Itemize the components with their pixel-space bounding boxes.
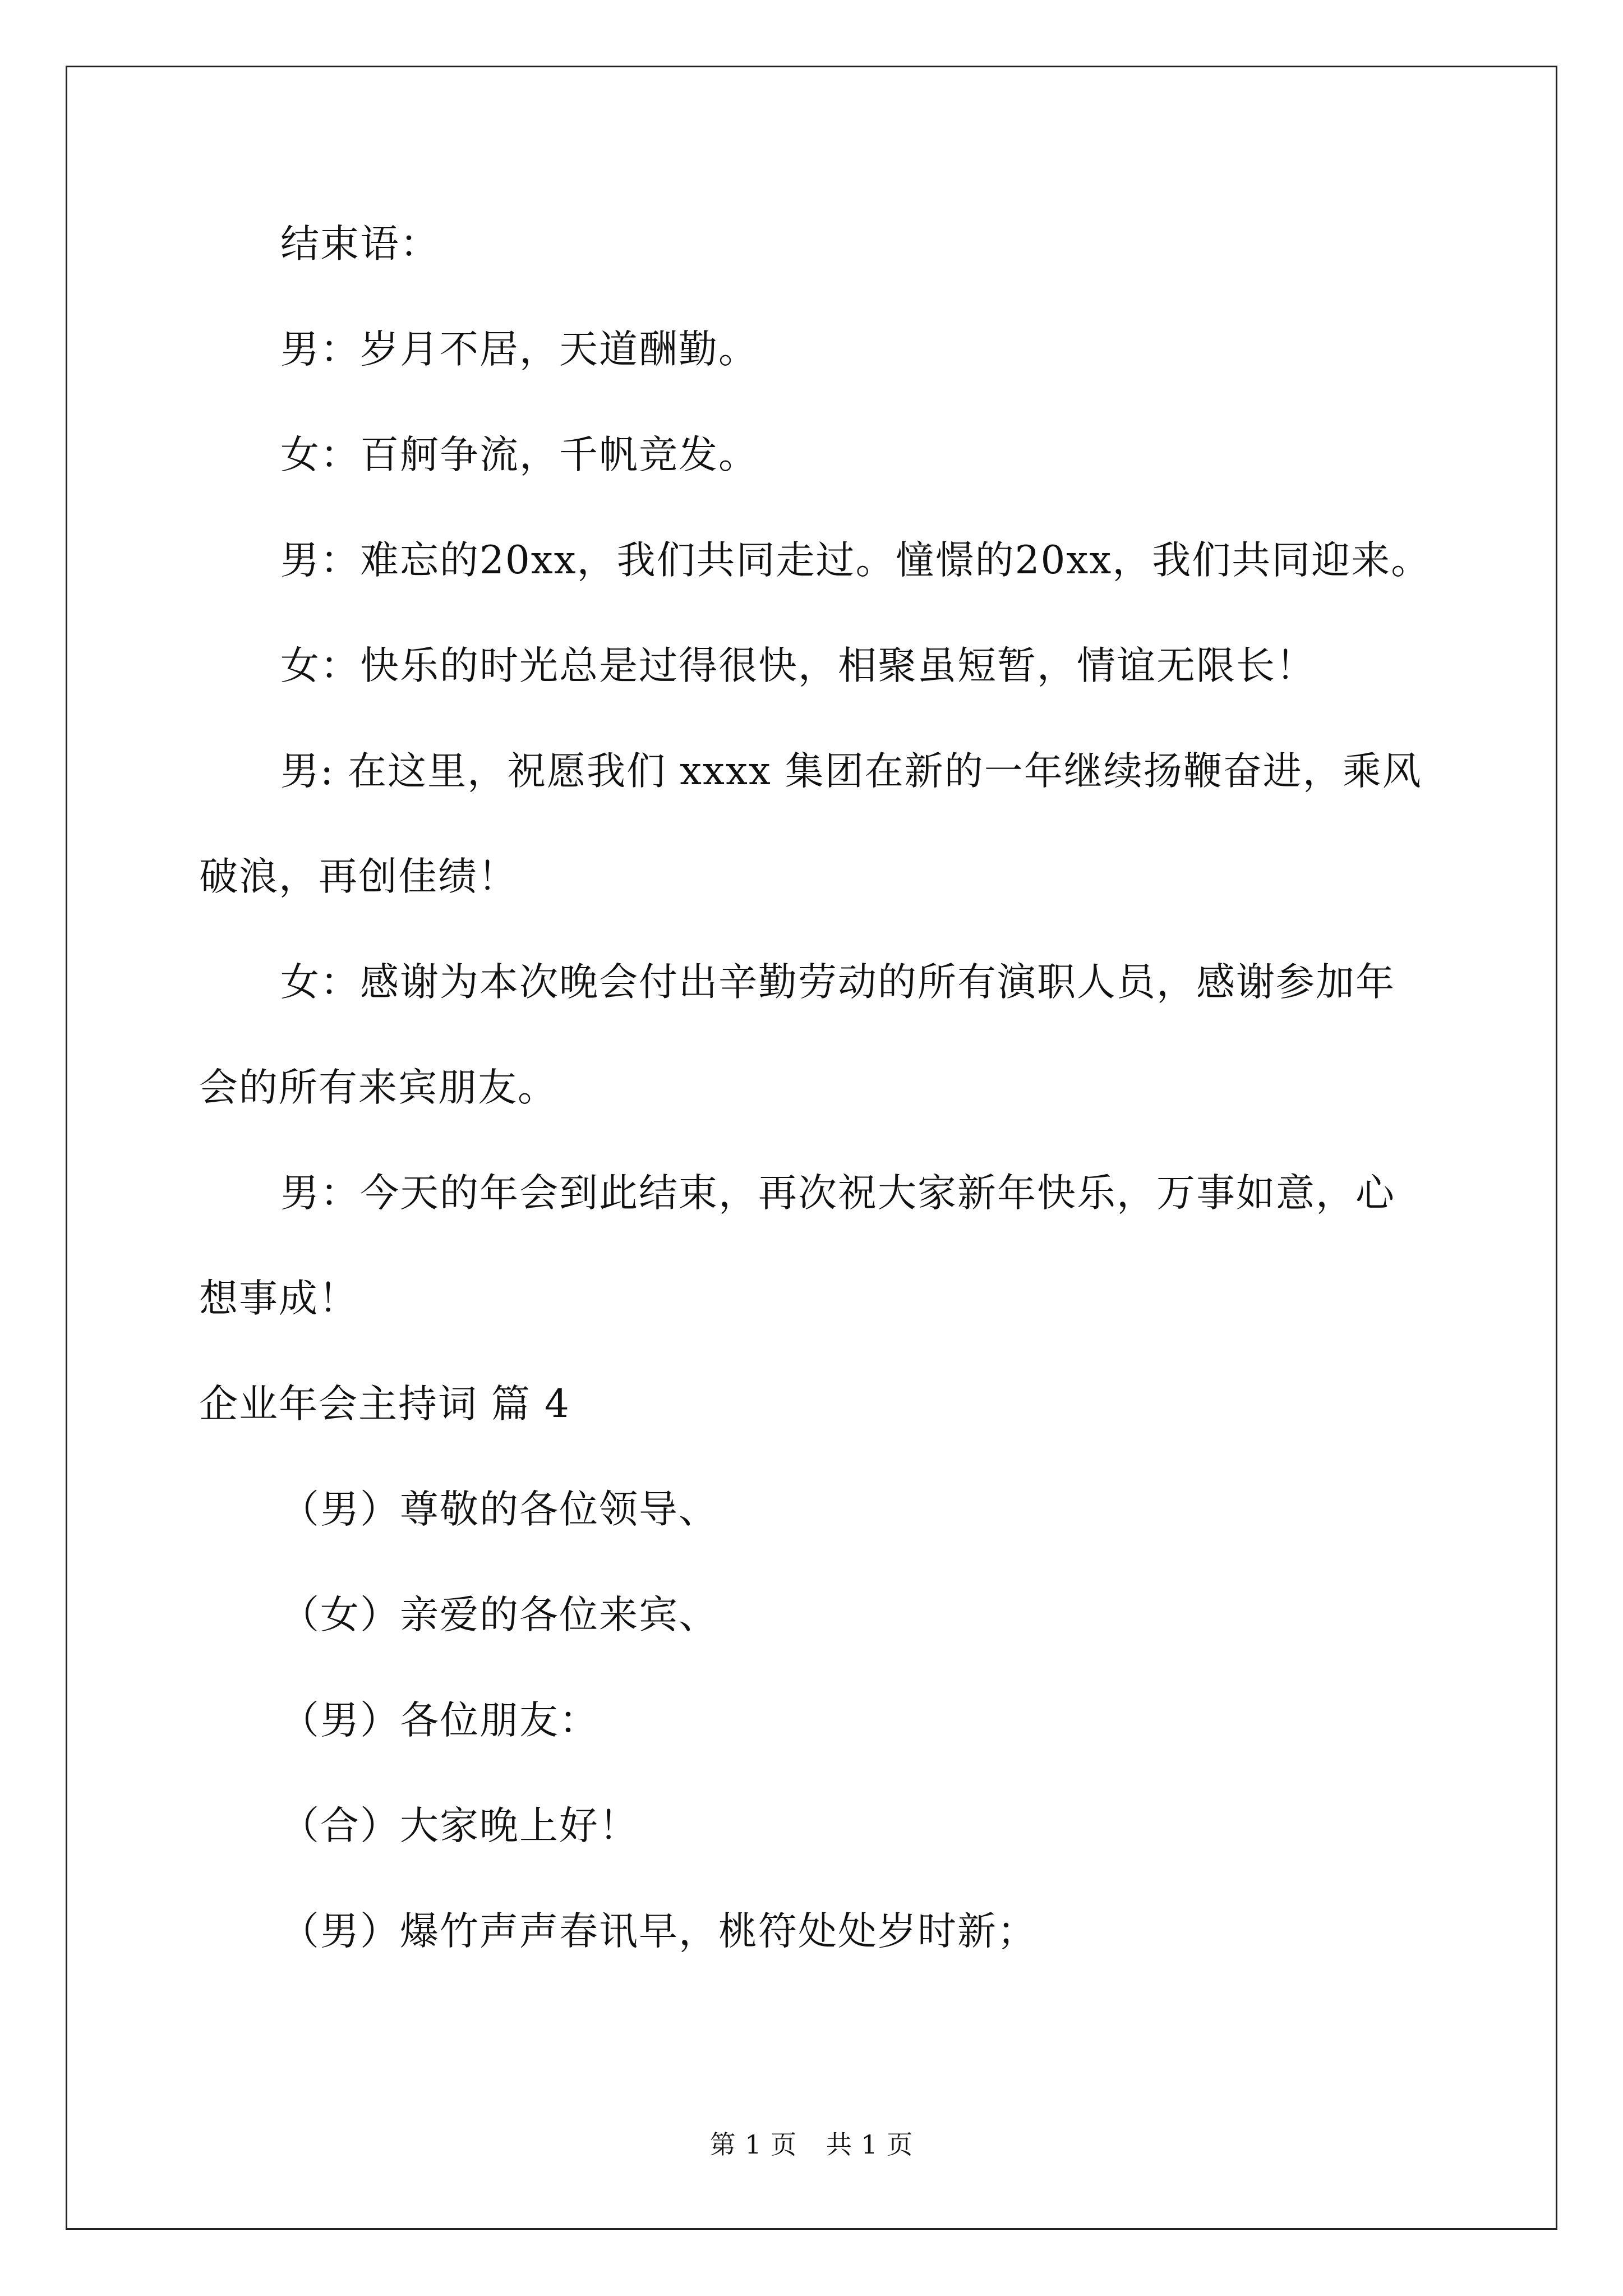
page-border — [66, 66, 1557, 2230]
paragraph-male-4-line1: 男：今天的年会到此结束，再次祝大家新年快乐，万事如意，心 — [280, 1171, 1395, 1216]
paragraph-together-greeting: （合）大家晚上好！ — [280, 1803, 639, 1848]
paragraph-male-3-line1: 男: 在这里，祝愿我们 xxxx 集团在新的一年继续扬鞭奋进，乘风 — [280, 749, 1422, 794]
page-footer — [0, 2129, 1623, 2160]
paragraph-female-3-line1: 女：感谢为本次晚会付出辛勤劳动的所有演职人员，感谢参加年 — [280, 960, 1395, 1005]
paragraph-male-1: 男：岁月不居，天道酬勤。 — [280, 327, 758, 372]
paragraph-male-2: 男：难忘的20xx，我们共同走过。憧憬的20xx，我们共同迎来。 — [280, 538, 1431, 583]
paragraph-female-2: 女：快乐的时光总是过得很快，相聚虽短暂，情谊无限长！ — [280, 643, 1316, 688]
paragraph-male-greeting-1: （男）尊敬的各位领导、 — [280, 1487, 718, 1532]
paragraph-closing-title: 结束语： — [280, 222, 440, 266]
paragraph-female-1: 女：百舸争流，千帆竞发。 — [280, 432, 758, 477]
page-number-current: 第 1 页 — [709, 2129, 797, 2160]
paragraph-male-4-line2: 想事成！ — [199, 1276, 358, 1321]
page-number-total: 共 1 页 — [826, 2129, 914, 2160]
paragraph-male-greeting-2: （男）各位朋友： — [280, 1698, 599, 1743]
paragraph-female-3-line2: 会的所有来宾朋友。 — [199, 1065, 557, 1110]
paragraph-male-3-line2: 破浪，再创佳绩！ — [199, 854, 518, 899]
paragraph-male-couplet: （男）爆竹声声春讯早，桃符处处岁时新； — [280, 1909, 1037, 1954]
paragraph-female-greeting: （女）亲爱的各位来宾、 — [280, 1593, 718, 1637]
section-heading: 企业年会主持词 篇 4 — [199, 1382, 570, 1427]
